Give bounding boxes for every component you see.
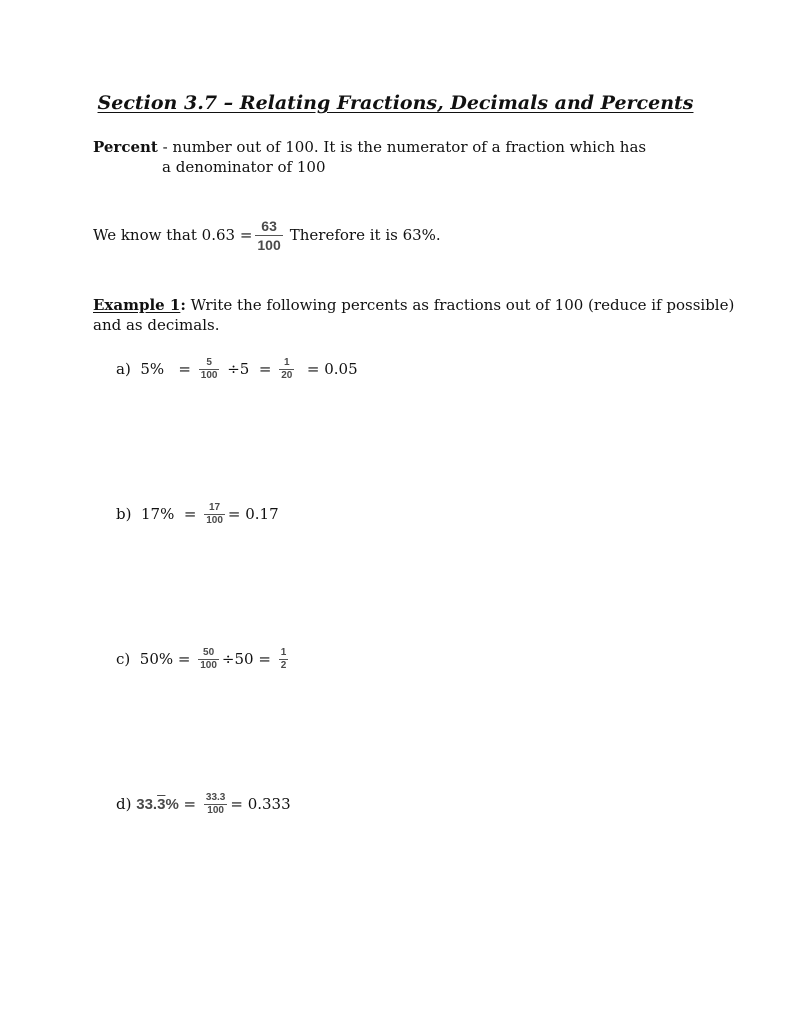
item-c — [116, 642, 291, 676]
item-a-fraction-1 — [199, 357, 220, 382]
item-b-result: = 0.17 — [227, 505, 279, 523]
percent-definition-line2: a denominator of 100 — [162, 158, 326, 176]
example-text-1: Write the following percents as fractions out of 100 (reduce if possible) — [185, 296, 735, 314]
example-line1 — [93, 295, 734, 315]
item-a-operation: ÷5 = — [222, 360, 277, 378]
definition-term: Percent — [93, 138, 158, 156]
fraction-denominator: 100 — [206, 514, 223, 526]
fraction-63-over-100 — [255, 217, 282, 254]
repeating-int: 33. — [136, 795, 158, 813]
item-b — [116, 497, 279, 531]
fraction-denominator: 20 — [281, 369, 293, 381]
we-know-suffix: Therefore it is 63%. — [289, 226, 441, 244]
item-c-fraction-1 — [198, 647, 219, 672]
item-d — [116, 787, 291, 821]
example-line2: and as decimals. — [93, 316, 220, 334]
repeating-digit: 3 — [157, 795, 166, 813]
item-b-fraction — [204, 502, 225, 527]
item-b-label: b) 17% = — [116, 505, 202, 523]
fraction-numerator: 17 — [204, 502, 225, 515]
fraction-numerator: 1 — [279, 357, 294, 370]
repeating-decimal-percent — [136, 796, 179, 813]
fraction-denominator: 2 — [280, 659, 287, 671]
item-a-fraction-2 — [279, 357, 294, 382]
repeating-pct: % — [165, 795, 179, 813]
page-title: Section 3.7 – Relating Fractions, Decimals and Percents — [97, 92, 694, 114]
fraction-denominator: 100 — [207, 804, 224, 816]
item-c-operation: ÷50 = — [221, 650, 276, 668]
example-colon: : — [180, 296, 186, 314]
we-know-line — [93, 213, 441, 257]
item-a — [116, 352, 358, 386]
item-c-label: c) 50% = — [116, 650, 196, 668]
item-d-fraction — [204, 792, 227, 817]
percent-definition-line1 — [93, 137, 646, 157]
item-c-fraction-2 — [279, 647, 289, 672]
item-a-result: = 0.05 — [297, 360, 358, 378]
item-d-label: d) — [116, 795, 137, 813]
fraction-numerator: 5 — [199, 357, 220, 370]
item-d-equals: = — [178, 795, 201, 813]
fraction-denominator: 100 — [200, 659, 217, 671]
fraction-denominator: 100 — [257, 236, 281, 253]
item-a-label: a) 5% = — [116, 360, 196, 378]
fraction-denominator: 100 — [200, 369, 218, 381]
item-d-result: = 0.333 — [230, 795, 291, 813]
definition-text-1: - number out of 100. It is the numerator of a fraction which has — [157, 138, 647, 156]
fraction-numerator: 63 — [255, 217, 282, 236]
fraction-numerator: 50 — [198, 647, 219, 660]
fraction-numerator: 33.3 — [205, 791, 226, 803]
fraction-numerator: 1 — [280, 646, 287, 658]
example-label: Example 1 — [93, 296, 181, 314]
we-know-prefix: We know that 0.63 = — [93, 226, 253, 244]
